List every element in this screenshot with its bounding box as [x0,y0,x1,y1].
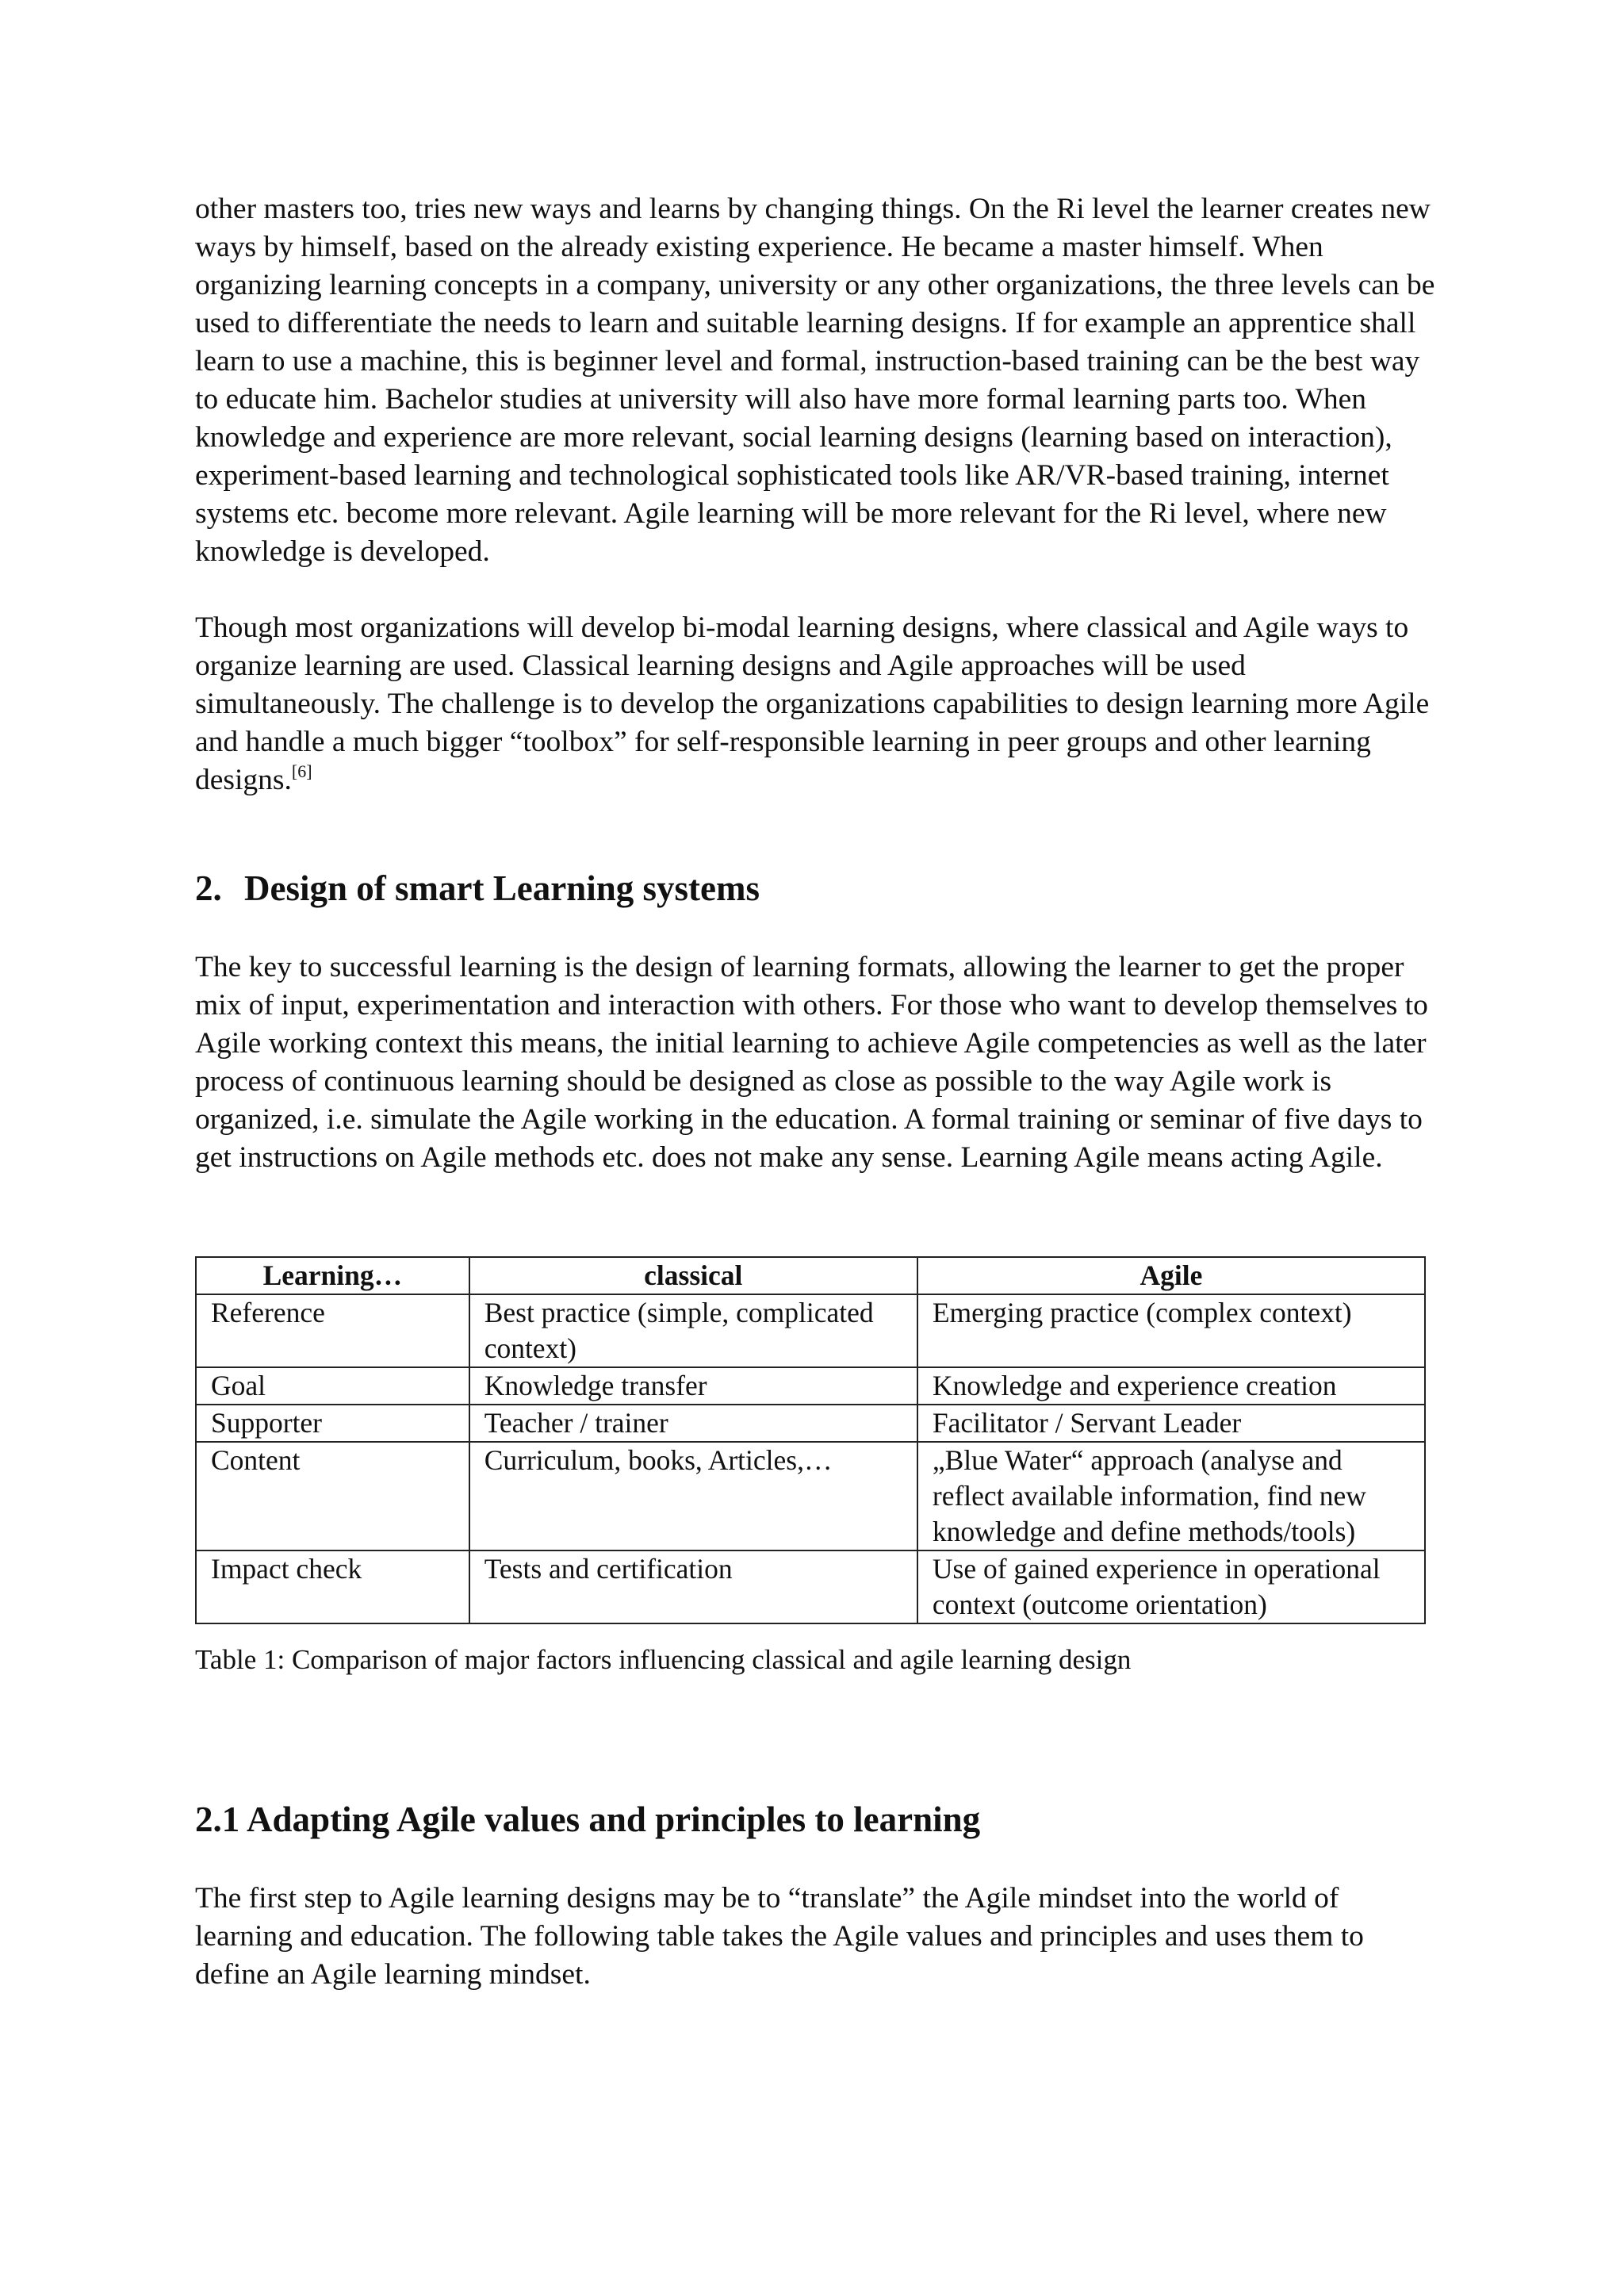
table-cell: Supporter [196,1405,469,1442]
section-2-number: 2. [195,868,222,908]
table-cell: „Blue Water“ approach (analyse and reflect available information, find new knowledge and define methods/tools) [917,1442,1425,1550]
table-cell: Impact check [196,1550,469,1623]
table-cell: Goal [196,1367,469,1405]
table-1-caption: Table 1: Comparison of major factors influencing classical and agile learning design [195,1644,1132,1675]
page-content [195,190,1437,1994]
table-cell: Best practice (simple, complicated context) [469,1294,917,1367]
section-2-title: Design of smart Learning systems [244,868,760,908]
paragraph-bimodal-text: Though most organizations will develop bi-modal learning designs, where classical and Agile ways to organize learning are used. Classical learning designs and Agile approaches will be used simultaneously. The challenge is to develop the organizations capabilities to design learning more Agile and handle a much bigger “toolbox” for self-responsible learning in peer groups and other learning designs. [195,611,1430,796]
table-row [196,1550,1425,1623]
table-header-row [196,1257,1425,1294]
table-cell: Emerging practice (complex context) [917,1294,1425,1367]
table-cell: Knowledge transfer [469,1367,917,1405]
table-row [196,1294,1425,1367]
table-cell: Knowledge and experience creation [917,1367,1425,1405]
header-classical: classical [469,1257,917,1294]
table-cell: Reference [196,1294,469,1367]
header-learning: Learning… [196,1257,469,1294]
table-row [196,1442,1425,1550]
table-cell: Facilitator / Servant Leader [917,1405,1425,1442]
section-2-heading [195,866,1437,910]
paragraph-learning-formats: The key to successful learning is the design of learning formats, allowing the learner to get the proper mix of input, experimentation and interaction with others. For those who want to develop themselves to Agile working context this means, the initial learning to achieve Agile competencies as well as the later process of continuous learning should be designed as close as possible to the way Agile work is organized, i.e. simulate the Agile working in the education. A formal training or seminar of five days to get instructions on Agile methods etc. does not make any sense. Learning Agile means acting Agile. [195,951,1428,1174]
table-cell: Tests and certification [469,1550,917,1623]
paragraph-shuhari-levels: other masters too, tries new ways and learns by changing things. On the Ri level the learner creates new ways by himself, based on the already existing experience. He became a master himself. When organizing learning concepts in a company, university or any other organizations, the three levels can be used to differentiate the needs to learn and suitable learning designs. If for example an apprentice shall learn to use a machine, this is beginner level and formal, instruction-based training can be the best way to educate him. Bachelor studies at university will also have more formal learning parts too. When knowledge and experience are more relevant, social learning designs (learning based on interaction), experiment-based learning and technological sophisticated tools like AR/VR-based training, internet systems etc. become more relevant. Agile learning will be more relevant for the Ri level, where new knowledge is developed. [195,193,1435,568]
table-row [196,1405,1425,1442]
section-2-1-heading: 2.1 Adapting Agile values and principles to learning [195,1800,981,1839]
table-cell: Teacher / trainer [469,1405,917,1442]
table-row [196,1367,1425,1405]
header-agile: Agile [917,1257,1425,1294]
table-cell: Content [196,1442,469,1550]
paragraph-bimodal-learning [195,609,1437,799]
reference-6: [6] [291,761,312,781]
comparison-table [195,1256,1426,1624]
table-cell: Curriculum, books, Articles,… [469,1442,917,1550]
paragraph-agile-mindset: The first step to Agile learning designs may be to “translate” the Agile mindset into the world of learning and education. The following table takes the Agile values and principles and uses them to define an Agile learning mindset. [195,1882,1364,1991]
table-cell: Use of gained experience in operational context (outcome orientation) [917,1550,1425,1623]
